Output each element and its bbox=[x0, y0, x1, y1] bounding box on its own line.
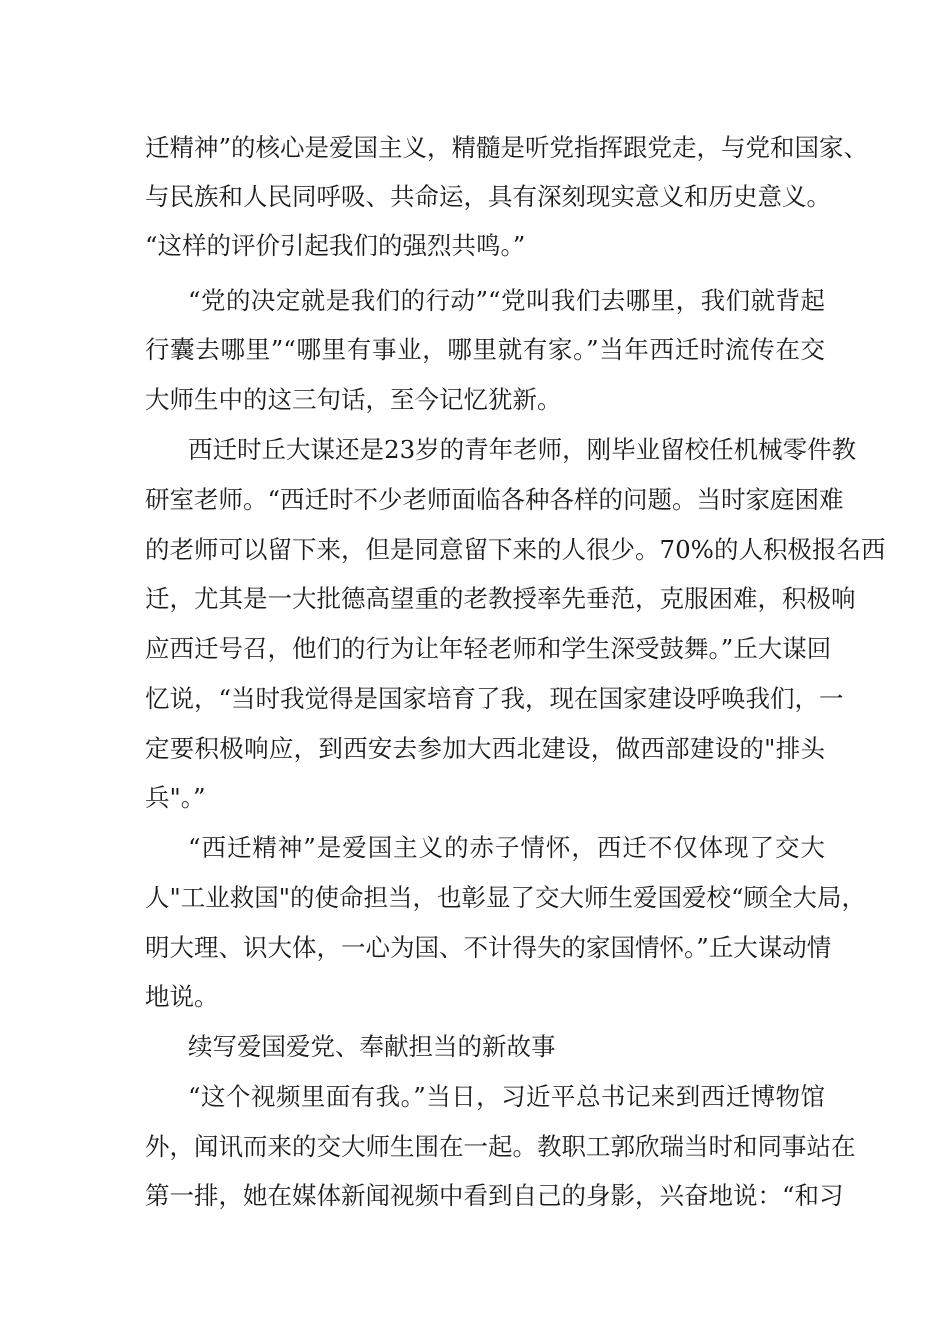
text-line: 应西迁号召，他们的行为让年轻老师和学生深受鼓舞。”丘大谋回 bbox=[145, 634, 832, 663]
text-line: 第一排，她在媒体新闻视频中看到自己的身影，兴奋地说：“和习 bbox=[145, 1181, 844, 1210]
paragraph-first-line: 西迁时丘大谋还是23岁的青年老师，刚毕业留校任机械零件教 bbox=[188, 435, 857, 464]
text-line: 外，闻讯而来的交大师生围在一起。教职工郭欣瑞当时和同事站在 bbox=[145, 1132, 856, 1161]
section-subheading: 续写爱国爱党、奉献担当的新故事 bbox=[188, 1032, 556, 1061]
paragraph-first-line: “这个视频里面有我。”当日，习近平总书记来到西迁博物馆 bbox=[188, 1082, 825, 1111]
paragraph-first-line: “党的决定就是我们的行动”“党叫我们去哪里，我们就背起 bbox=[188, 286, 825, 315]
paragraph-first-line: “西迁精神”是爱国主义的赤子情怀，西迁不仅体现了交大 bbox=[188, 833, 825, 862]
text-line: 行囊去哪里”“哪里有事业，哪里就有家。”当年西迁时流传在交 bbox=[145, 335, 825, 364]
text-line: 明大理、识大体，一心为国、不计得失的家国情怀。”丘大谋动情 bbox=[145, 933, 832, 962]
text-line: 研室老师。“西迁时不少老师面临各种各样的问题。当时家庭困难 bbox=[145, 485, 844, 514]
text-line: 与民族和人民同呼吸、共命运，具有深刻现实意义和历史意义。 bbox=[145, 182, 831, 211]
text-line: 迁精神”的核心是爱国主义，精髓是听党指挥跟党走，与党和国家、 bbox=[145, 133, 869, 162]
text-line: 迁，尤其是一大批德高望重的老教授率先垂范，克服困难，积极响 bbox=[145, 584, 856, 613]
text-line: 兵"。” bbox=[145, 783, 206, 812]
text-line: 忆说，“当时我觉得是国家培育了我，现在国家建设呼唤我们，一 bbox=[145, 684, 844, 713]
text-line: 人"工业救国"的使命担当，也彰显了交大师生爱国爱校“顾全大局， bbox=[145, 883, 867, 912]
text-line: 大师生中的这三句话，至今记忆犹新。 bbox=[145, 385, 562, 414]
text-line: 定要积极响应，到西安去参加大西北建设，做西部建设的"排头 bbox=[145, 734, 825, 763]
text-line: 的老师可以留下来，但是同意留下来的人很少。70%的人积极报名西 bbox=[145, 535, 886, 564]
text-line: “这样的评价引起我们的强烈共鸣。” bbox=[145, 231, 526, 260]
text-line: 地说。 bbox=[145, 982, 219, 1011]
